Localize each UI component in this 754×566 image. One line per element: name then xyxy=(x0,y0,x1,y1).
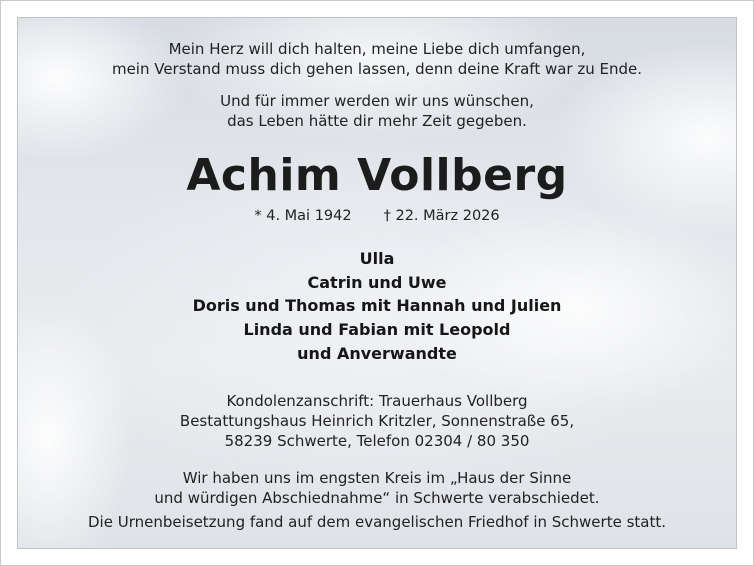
verse-line-1: Mein Herz will dich halten, meine Liebe dich umfangen, xyxy=(168,40,586,58)
verse-line-4: das Leben hätte dir mehr Zeit gegeben. xyxy=(227,112,527,130)
mourner-5: und Anverwandte xyxy=(297,344,457,363)
verse-line-3: Und für immer werden wir uns wünschen, xyxy=(220,92,534,110)
condolence-line-3: 58239 Schwerte, Telefon 02304 / 80 350 xyxy=(224,432,530,450)
farewell-line-2: und würdigen Abschiednahme“ in Schwerte verabschiedet. xyxy=(154,489,600,507)
obituary-notice xyxy=(17,17,737,549)
verse-line-2: mein Verstand muss dich gehen lassen, denn deine Kraft war zu Ende. xyxy=(111,60,643,78)
condolence-line-2: Bestattungshaus Heinrich Kritzler, Sonnenstraße 65, xyxy=(179,412,575,430)
birth-date: * 4. Mai 1942 xyxy=(254,208,352,224)
death-date: † 22. März 2026 xyxy=(383,208,500,224)
farewell-line-1: Wir haben uns im engsten Kreis im „Haus der Sinne xyxy=(182,469,572,487)
life-dates xyxy=(18,208,736,224)
farewell-line-3: Die Urnenbeisetzung fand auf dem evangelischen Friedhof in Schwerte statt. xyxy=(88,513,666,531)
mourner-2: Catrin und Uwe xyxy=(307,273,447,292)
deceased-name: Achim Vollberg xyxy=(186,150,568,201)
mourner-4: Linda und Fabian mit Leopold xyxy=(243,320,511,339)
mourner-1: Ulla xyxy=(359,249,395,268)
mourner-3: Doris und Thomas mit Hannah und Julien xyxy=(192,296,562,315)
condolence-line-1: Kondolenzanschrift: Trauerhaus Vollberg xyxy=(226,392,528,410)
